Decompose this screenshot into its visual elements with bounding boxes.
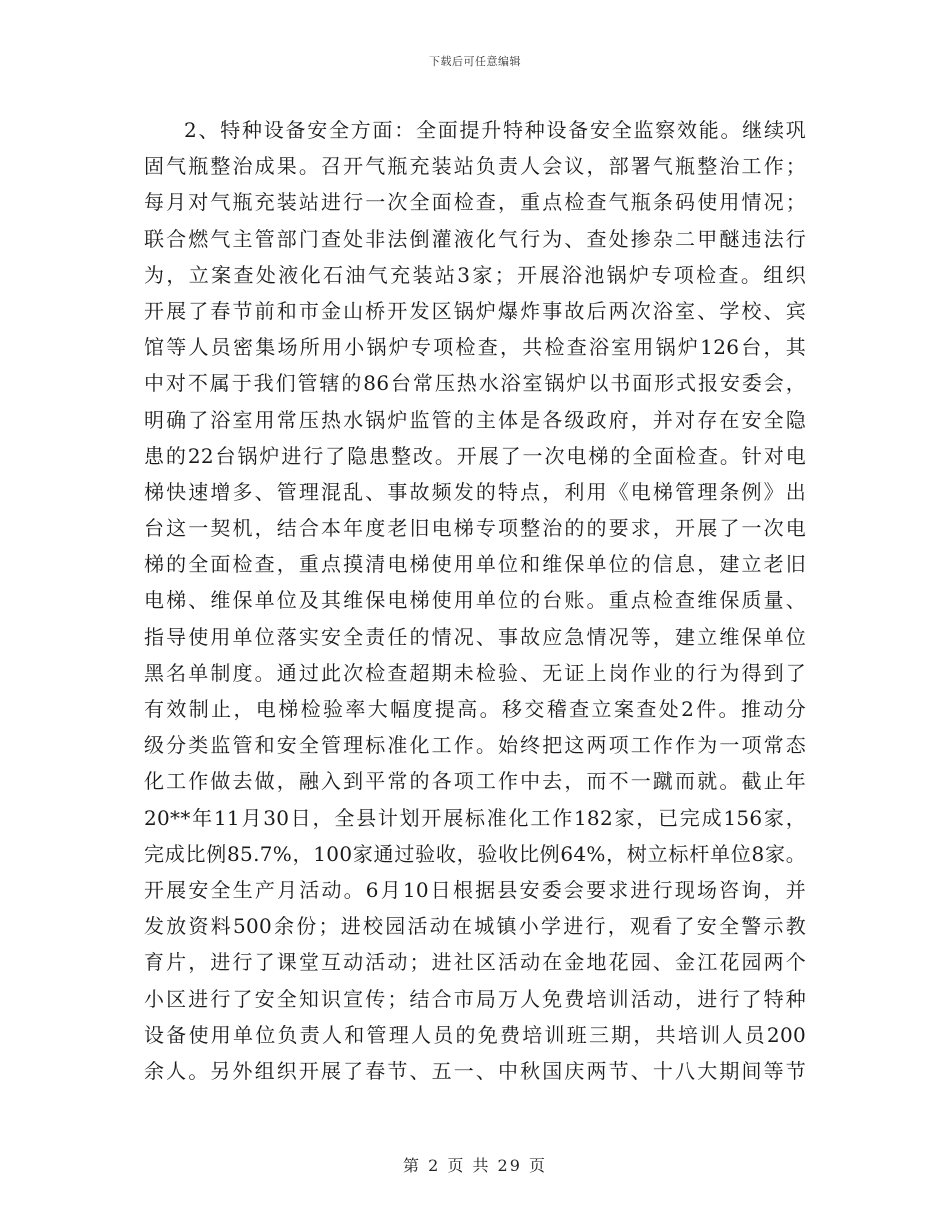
body-line: 级分类监管和安全管理标准化工作。始终把这两项工作作为一项常态 — [144, 733, 806, 758]
page-number: 第 2 页 共 29 页 — [403, 1156, 547, 1175]
body-line: 黑名单制度。通过此次检查超期未检验、无证上岗作业的行为得到了 — [144, 660, 806, 685]
body-line: 完成比例85.7%，100家通过验收，验收比例64%，树立标杆单位8家。 — [144, 841, 806, 866]
body-line: 小区进行了安全知识宣传；结合市局万人免费培训活动，进行了特种 — [144, 986, 806, 1011]
body-line: 联合燃气主管部门查处非法倒灌液化气行为、查处掺杂二甲醚违法行 — [144, 226, 806, 251]
body-line: 余人。另外组织开展了春节、五一、中秋国庆两节、十八大期间等节 — [144, 1058, 806, 1083]
body-line: 明确了浴室用常压热水锅炉监管的主体是各级政府，并对存在安全隐 — [144, 407, 806, 432]
body-line: 固气瓶整治成果。召开气瓶充装站负责人会议，部署气瓶整治工作； — [144, 154, 806, 179]
body-line: 电梯、维保单位及其维保电梯使用单位的台账。重点检查维保质量、 — [144, 588, 806, 613]
body-line: 发放资料500余份；进校园活动在城镇小学进行，观看了安全警示教 — [144, 914, 806, 939]
body-line: 指导使用单位落实安全责任的情况、事故应急情况等，建立维保单位 — [144, 624, 806, 649]
body-line: 20**年11月30日，全县计划开展标准化工作182家，已完成156家， — [144, 805, 806, 830]
document-body — [144, 112, 806, 1089]
body-line: 馆等人员密集场所用小锅炉专项检查，共检查浴室用锅炉126台，其 — [144, 335, 806, 360]
page-header: 下载后可任意编辑 — [429, 55, 521, 68]
body-line: 台这一契机，结合本年度老旧电梯专项整治的的要求，开展了一次电 — [144, 516, 806, 541]
body-line: 梯快速增多、管理混乱、事故频发的特点，利用《电梯管理条例》出 — [144, 479, 806, 504]
body-line: 开展了春节前和市金山桥开发区锅炉爆炸事故后两次浴室、学校、宾 — [144, 298, 806, 323]
body-line: 化工作做去做，融入到平常的各项工作中去，而不一蹴而就。截止年 — [144, 769, 806, 794]
body-line: 患的22台锅炉进行了隐患整改。开展了一次电梯的全面检查。针对电 — [144, 443, 806, 468]
body-line: 为，立案查处液化石油气充装站3家；开展浴池锅炉专项检查。组织 — [144, 262, 806, 287]
body-line: 每月对气瓶充装站进行一次全面检查，重点检查气瓶条码使用情况； — [144, 190, 806, 215]
body-line: 设备使用单位负责人和管理人员的免费培训班三期，共培训人员200 — [144, 1022, 806, 1047]
body-line: 有效制止，电梯检验率大幅度提高。移交稽查立案查处2件。推动分 — [144, 697, 806, 721]
body-line: 中对不属于我们管辖的86台常压热水浴室锅炉以书面形式报安委会， — [144, 371, 806, 396]
body-line: 育片，进行了课堂互动活动；进社区活动在金地花园、金江花园两个 — [144, 950, 806, 975]
body-line: 2、特种设备安全方面：全面提升特种设备安全监察效能。继续巩 — [184, 118, 806, 142]
body-line: 开展安全生产月活动。6月10日根据县安委会要求进行现场咨询，并 — [144, 877, 806, 902]
body-line: 梯的全面检查，重点摸清电梯使用单位和维保单位的信息，建立老旧 — [144, 552, 806, 577]
